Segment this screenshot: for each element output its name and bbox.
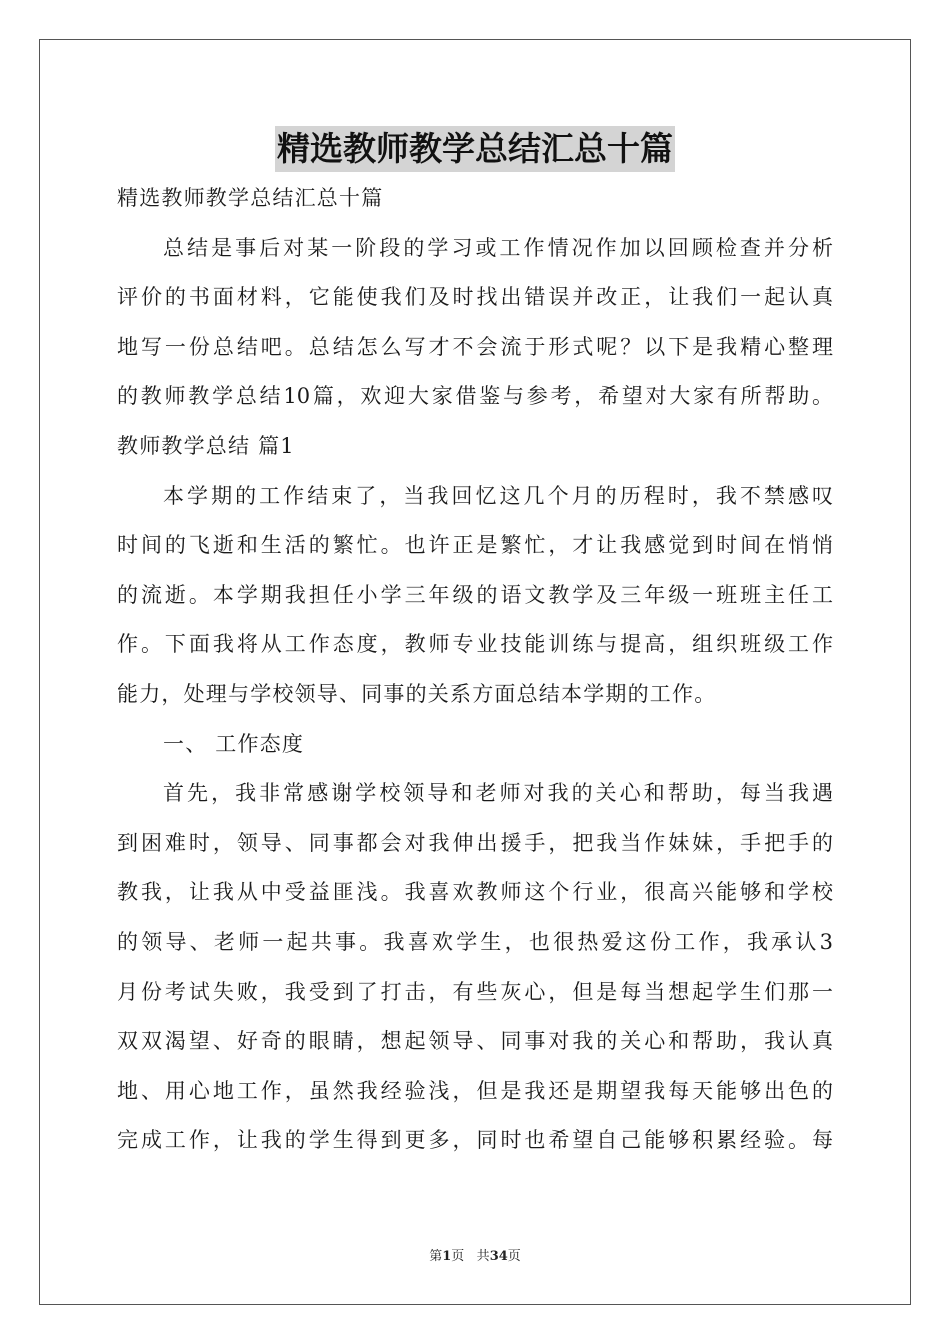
text-line: 作。下面我将从工作态度，教师专业技能训练与提高，组织班级工作 — [117, 632, 833, 657]
text-line: 精选教师教学总结汇总十篇 — [117, 186, 384, 210]
text-line: 完成工作，让我的学生得到更多，同时也希望自己能够积累经验。每 — [117, 1128, 833, 1153]
document-body — [117, 174, 833, 1166]
page-footer — [0, 1245, 950, 1264]
page-suffix: 页 — [451, 1249, 465, 1264]
text-line: 的领导、老师一起共事。我喜欢学生，也很热爱这份工作，我承认3 — [117, 929, 833, 954]
text-line: 的教师教学总结10篇，欢迎大家借鉴与参考，希望对大家有所帮助。 — [117, 384, 833, 409]
text-line: 总结是事后对某一阶段的学习或工作情况作加以回顾检查并分析 — [163, 235, 833, 260]
text-line: 的流逝。本学期我担任小学三年级的语文教学及三年级一班班主任工 — [117, 582, 833, 607]
text-line: 一、 工作态度 — [163, 731, 305, 756]
text-line: 地写一份总结吧。总结怎么写才不会流于形式呢？以下是我精心整理 — [117, 334, 833, 359]
text-line: 时间的飞逝和生活的繁忙。也许正是繁忙，才让我感觉到时间在悄悄 — [117, 533, 833, 558]
text-line: 教我，让我从中受益匪浅。我喜欢教师这个行业，很高兴能够和学校 — [117, 880, 833, 905]
page-prefix: 第 — [429, 1249, 443, 1264]
total-pages: 34 — [489, 1249, 508, 1264]
text-line: 到困难时，领导、同事都会对我伸出援手，把我当作妹妹，手把手的 — [117, 830, 833, 855]
total-suffix: 页 — [507, 1249, 521, 1264]
text-line: 本学期的工作结束了，当我回忆这几个月的历程时，我不禁感叹 — [163, 483, 833, 508]
text-line: 月份考试失败，我受到了打击，有些灰心，但是每当想起学生们那一 — [117, 979, 833, 1004]
text-line: 能力，处理与学校领导、同事的关系方面总结本学期的工作。 — [117, 681, 717, 706]
document-title: 精选教师教学总结汇总十篇 — [275, 126, 675, 172]
title-container — [0, 126, 950, 172]
total-prefix: 共 — [476, 1249, 490, 1264]
text-line: 评价的书面材料，它能使我们及时找出错误并改正，让我们一起认真 — [117, 285, 833, 310]
page-number: 1 — [442, 1249, 452, 1264]
text-line: 地、用心地工作，虽然我经验浅，但是我还是期望我每天能够出色的 — [117, 1078, 833, 1103]
text-line: 教师教学总结 篇1 — [117, 433, 295, 458]
text-line: 首先，我非常感谢学校领导和老师对我的关心和帮助，每当我遇 — [163, 781, 833, 806]
text-line: 双双渴望、好奇的眼睛，想起领导、同事对我的关心和帮助，我认真 — [117, 1029, 833, 1054]
